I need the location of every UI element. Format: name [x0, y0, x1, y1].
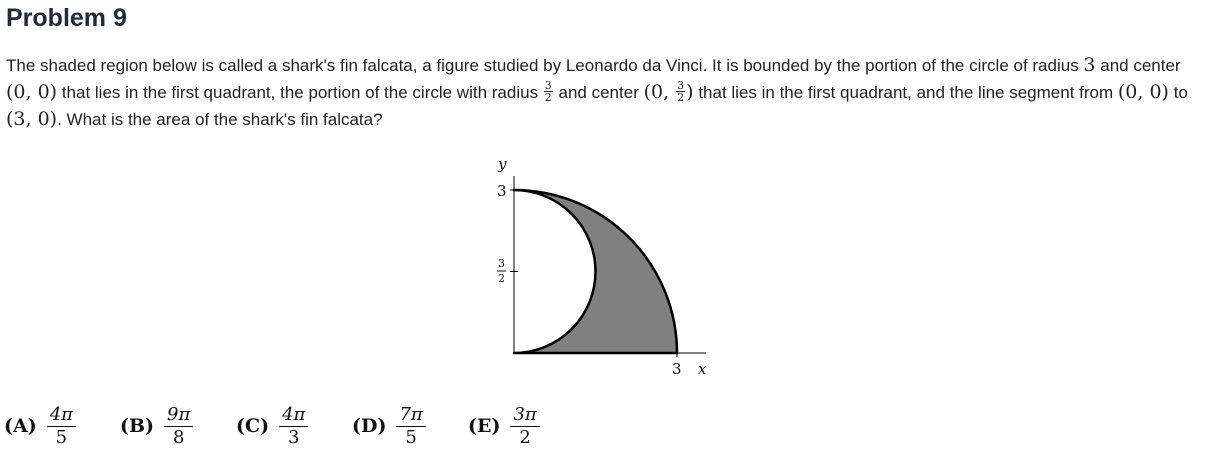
- statement-text-1: The shaded region below is called a shark's fin falcata, a figure studied by Leonardo da Vinci. It is bounded by the portion of the circle of radius: [6, 56, 1084, 75]
- statement-text-5: that lies in the first quadrant, and the line segment from: [693, 83, 1118, 102]
- statement-text-7: . What is the area of the shark's fin falcata?: [57, 110, 383, 129]
- choice-c[interactable]: [236, 398, 308, 454]
- choice-e[interactable]: [468, 398, 540, 454]
- choice-value: $\frac{3\pi}{2}$: [510, 404, 539, 449]
- y-tick-label-half-den: 2: [498, 272, 505, 285]
- statement-text-3: that lies in the first quadrant, the portion of the circle with radius: [57, 83, 543, 102]
- choice-value: $\frac{7\pi}{5}$: [396, 404, 425, 449]
- math-radius-3: 3: [1083, 54, 1096, 76]
- choice-b[interactable]: [120, 398, 193, 454]
- choice-value: $\frac{4\pi}{3}$: [279, 404, 308, 449]
- x-axis-label: x: [698, 360, 707, 378]
- choice-a[interactable]: [4, 398, 76, 454]
- choice-letter: (C): [236, 415, 270, 437]
- statement-text-6: to: [1168, 83, 1188, 102]
- choice-letter: (B): [120, 415, 155, 437]
- fraction-center-y: $\frac{3}{2}$: [677, 79, 685, 105]
- math-origin-1: (0, 0): [6, 81, 58, 103]
- problem-statement: [6, 52, 1202, 133]
- choice-value: $\frac{4\pi}{5}$: [47, 404, 76, 449]
- x-tick-label-3: 3: [672, 360, 682, 378]
- choice-value: $\frac{9\pi}{8}$: [164, 404, 193, 449]
- y-axis-label: y: [498, 155, 507, 173]
- shaded-falcata-region: [514, 190, 677, 353]
- math-center-close: ): [686, 81, 694, 103]
- problem-title: Problem 9: [6, 4, 127, 32]
- choice-letter: (D): [352, 415, 387, 437]
- fraction-radius: $\frac{3}{2}$: [544, 79, 552, 105]
- choice-letter: (A): [4, 415, 37, 437]
- sharks-fin-figure: [470, 150, 730, 390]
- choice-d[interactable]: [352, 398, 426, 454]
- y-tick-label-3: 3: [497, 182, 507, 200]
- math-point-3-0: (3, 0): [6, 108, 58, 130]
- statement-text-4: and center: [553, 83, 644, 102]
- choice-letter: (E): [468, 415, 501, 437]
- statement-text-2: and center: [1100, 56, 1181, 75]
- y-tick-label-half-num: 3: [498, 257, 505, 270]
- answer-choices: [4, 398, 604, 454]
- math-center-open: (0,: [643, 81, 676, 103]
- math-origin-2: (0, 0): [1117, 81, 1169, 103]
